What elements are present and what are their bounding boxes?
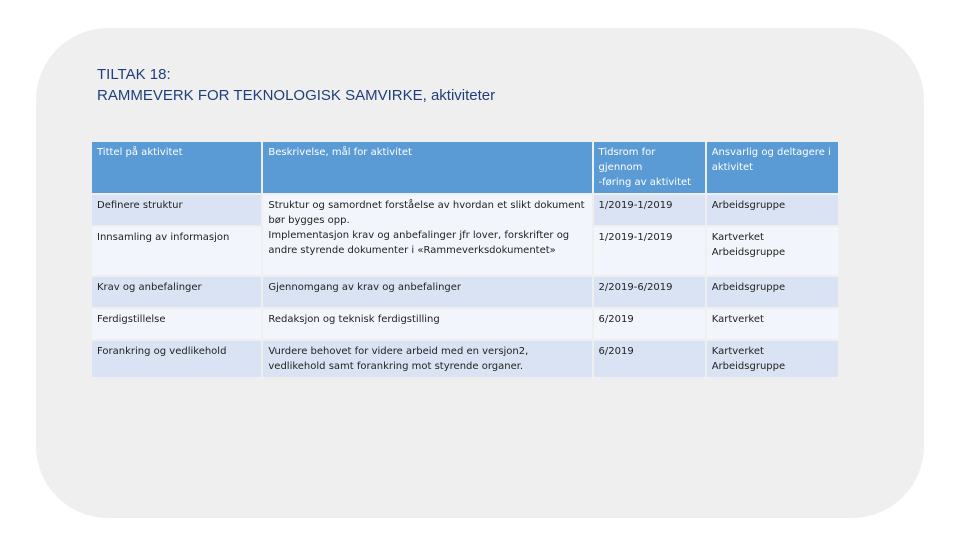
- table-row: [92, 341, 838, 377]
- activity-description: [263, 195, 591, 275]
- description-line: Vurdere behovet for videre arbeid med en versjon2,: [268, 346, 529, 357]
- activity-title: Forankring og vedlikehold: [92, 341, 261, 377]
- header-period-line-1: Tidsrom for gjennom: [598, 147, 656, 173]
- header-period-line-2: -føring av aktivitet: [598, 177, 692, 188]
- activity-period: 1/2019-1/2019: [594, 195, 705, 225]
- description-line: bør bygges opp.: [268, 215, 350, 226]
- header-responsible-line-1: Ansvarlig og deltagere i: [711, 147, 831, 158]
- activity-period: 6/2019: [594, 341, 705, 377]
- description-line: Implementasjon krav og anbefalinger jfr lover, forskrifter og: [268, 230, 570, 241]
- activity-responsible: [707, 341, 838, 377]
- header-period: [594, 142, 705, 193]
- description-line: vedlikehold samt forankring mot styrende organer.: [268, 361, 524, 372]
- activity-description: Redaksjon og teknisk ferdigstilling: [263, 309, 591, 339]
- title-line-1: TILTAK 18:: [97, 66, 171, 83]
- activity-title: Ferdigstillelse: [92, 309, 261, 339]
- activity-responsible: Kartverket: [707, 309, 838, 339]
- table-header-row: [92, 142, 838, 193]
- activity-period: 6/2019: [594, 309, 705, 339]
- activity-period: 1/2019-1/2019: [594, 227, 705, 275]
- header-description: Beskrivelse, mål for aktivitet: [263, 142, 591, 193]
- activity-period: 2/2019-6/2019: [594, 277, 705, 307]
- header-title: Tittel på aktivitet: [92, 142, 261, 193]
- description-line: andre styrende dokumenter i «Rammeverksdokumentet»: [268, 245, 556, 256]
- responsible-line: Arbeidsgruppe: [711, 247, 786, 258]
- responsible-line: Kartverket: [711, 232, 764, 243]
- header-responsible: [707, 142, 838, 193]
- table-row: [92, 309, 838, 339]
- activity-responsible: [707, 227, 838, 275]
- description-line: Struktur og samordnet forståelse av hvordan et slikt dokument: [268, 200, 585, 211]
- activity-title: Innsamling av informasjon: [92, 227, 261, 275]
- page-title: [97, 64, 495, 106]
- activity-description: [263, 341, 591, 377]
- table-row: [92, 195, 838, 225]
- activity-title: Definere struktur: [92, 195, 261, 225]
- header-responsible-line-2: aktivitet: [711, 162, 754, 173]
- title-line-2: RAMMEVERK FOR TEKNOLOGISK SAMVIRKE, aktiviteter: [97, 87, 496, 104]
- responsible-line: Kartverket: [711, 346, 764, 357]
- responsible-line: Arbeidsgruppe: [711, 361, 786, 372]
- activity-title: Krav og anbefalinger: [92, 277, 261, 307]
- activity-responsible: Arbeidsgruppe: [707, 195, 838, 225]
- activity-responsible: Arbeidsgruppe: [707, 277, 838, 307]
- activity-description: Gjennomgang av krav og anbefalinger: [263, 277, 591, 307]
- activities-table: [90, 140, 840, 379]
- table-row: [92, 277, 838, 307]
